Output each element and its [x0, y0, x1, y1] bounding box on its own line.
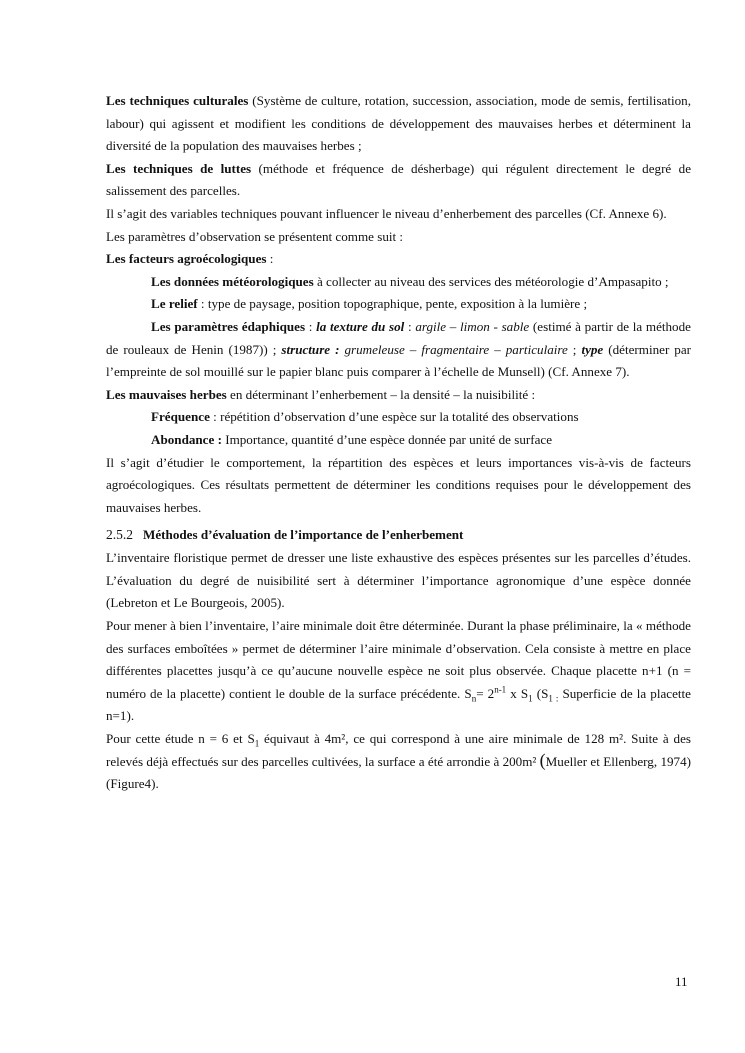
paragraph-frequence: Fréquence : répétition d’observation d’une espèce sur la totalité des observations: [151, 409, 579, 425]
section-title: Méthodes d’évaluation de l’importance de l’enherbement: [143, 527, 464, 543]
paragraph-donnees-meteorologiques: Les données météorologiques à collecter au niveau des services des météorologie d’Ampasapito ;: [151, 273, 669, 289]
paragraph-comportement-especes: Il s’agit d’étudier le comportement, la répartition des espèces et leurs importances vis-à-vis de facteurs agroécologiques. Ces résultats permettent de déterminer les conditions requises pour le développement des mauvaises herbes.: [106, 454, 691, 515]
paragraph-etude-surface: Pour cette étude n = 6 et $S_1$ équivaut à 4m², ce qui correspond à une aire minimale de 128 m². Suite à des relevés déjà effectués sur des parcelles cultivées, la surface a été arrondie à 200m² (Mueller et Ellenberg, 1974) (Figure4).: [106, 731, 691, 792]
paragraph-parametres-observation: Les paramètres d’observation se présentent comme suit :: [106, 228, 404, 244]
page-number: 11: [675, 974, 688, 989]
paragraph-techniques-luttes: Les techniques de luttes (méthode et fréquence de désherbage) qui régulent directement le degré de salissement des parcelles.: [106, 160, 692, 199]
paragraph-variables-techniques: Il s’agit des variables techniques pouvant influencer le niveau d’enherbement des parcelles (Cf. Annexe 6).: [106, 205, 667, 221]
section-number: 2.5.2: [106, 527, 133, 543]
document-body: [106, 90, 691, 796]
paragraph-relief: Le relief : type de paysage, position topographique, pente, exposition à la lumière ;: [151, 296, 588, 312]
paragraph-facteurs-agroecologiques: Les facteurs agroécologiques :: [106, 251, 274, 267]
paragraph-techniques-culturales: Les techniques culturales (Système de culture, rotation, succession, association, mode de semis, fertilisation, labour) qui agissent et modifient les conditions de développement des mauvaises herbes et déterminent la diversité de la population des mauvaises herbes ;: [106, 93, 691, 154]
paragraph-inventaire-floristique: L’inventaire floristique permet de dresser une liste exhaustive des espèces présentes sur les parcelles d’études. L’évaluation du degré de nuisibilité sert à déterminer l’importance agronomique d’une espèce donnée (Lebreton et Le Bourgeois, 2005).: [106, 550, 691, 611]
paragraph-aire-minimale: Pour mener à bien l’inventaire, l’aire minimale doit être déterminée. Durant la phase préliminaire, la « méthode des surfaces emboîtées » permet de déterminer l’aire minimale d’observation. Cela consiste à mettre en place différentes placettes jusqu’à ce qu’aucune nouvelle espèce ne soit plus observée. Chaque placette n+1 (n = numéro de la placette) contient le double de la surface précédente. $S_n= 2^{n-1}$ x $S_1$ ($S_{1 :}$ Superficie de la placette n=1).: [106, 618, 691, 724]
paragraph-abondance: Abondance : Importance, quantité d’une espèce donnée par unité de surface: [151, 431, 553, 447]
paragraph-parametres-edaphiques: Les paramètres édaphiques : la texture du sol : argile – limon - sable (estimé à partir de la méthode de rouleaux de Henin (1987)) ; structure : grumeleuse – fragmentaire – particulaire ; type (déterminer par l’empreinte de sol mouillé sur le papier blanc puis comparer à l’échelle de Munsell) (Cf. Annexe 7).: [106, 318, 692, 380]
paragraph-mauvaises-herbes: Les mauvaises herbes en déterminant l’enherbement – la densité – la nuisibilité :: [106, 386, 536, 402]
section-heading: [106, 524, 691, 546]
